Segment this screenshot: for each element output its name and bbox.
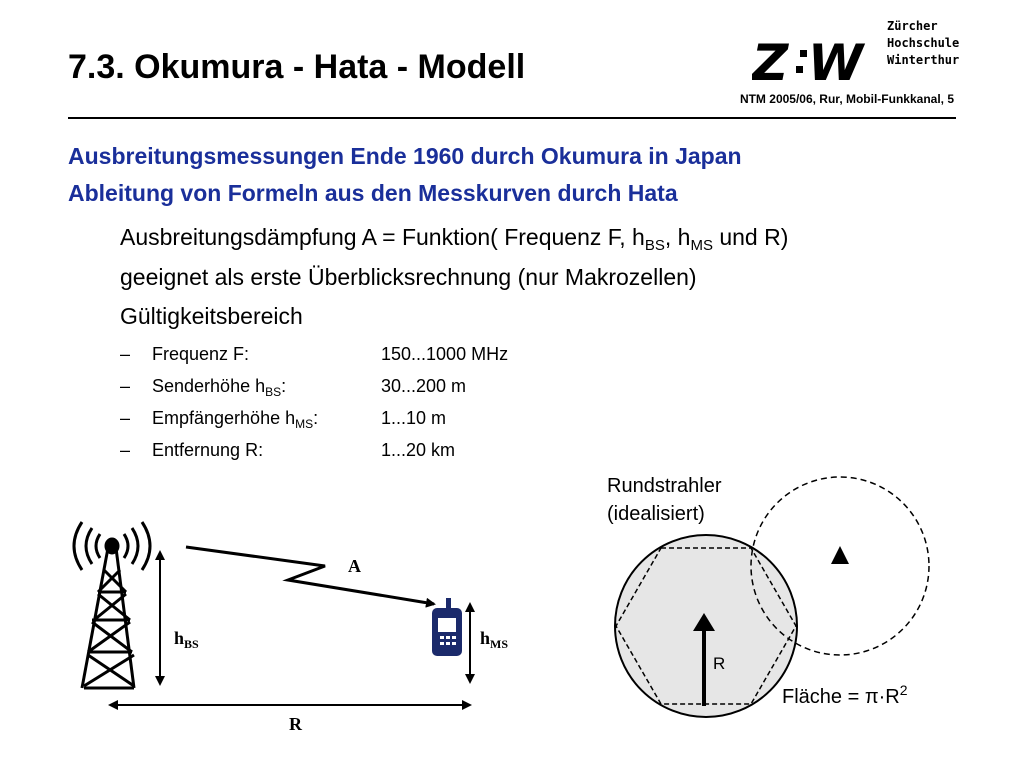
bullet-l2-function: Ausbreitungsdämpfung A = Funktion( Frequenz F, $h_{BS}$, $h_{MS}$ und R) bbox=[120, 224, 789, 254]
label-hbs: $h_{BS}$ bbox=[174, 628, 199, 651]
label-hms: $h_{MS}$ bbox=[480, 628, 509, 651]
range-value-receiver-height: 1...10 m bbox=[381, 408, 447, 428]
antenna-triangle-icon bbox=[831, 546, 849, 564]
bullet-l2-overview: geeignet als erste Überblicksrechnung (nur Makrozellen) bbox=[120, 264, 697, 290]
range-value-distance: 1...20 km bbox=[381, 440, 456, 460]
label-distance-r: R bbox=[289, 714, 302, 734]
logo-institution-name: Zürcher Hochschule Winterthur bbox=[887, 19, 960, 67]
omni-antenna-caption: Rundstrahler (idealisiert) bbox=[607, 475, 722, 525]
bullet-l2-validity: Gültigkeitsbereich bbox=[120, 303, 303, 329]
slide-footer-note: NTM 2005/06, Rur, Mobil-Funkkanal, 5 bbox=[739, 92, 954, 106]
range-dash: – bbox=[120, 440, 131, 460]
logo-mark-z: Z bbox=[752, 36, 789, 88]
bullet-l1-hata: Ableitung von Formeln aus den Messkurven durch Hata bbox=[68, 180, 678, 206]
label-radius-r: R bbox=[713, 654, 726, 673]
range-dash: – bbox=[120, 344, 131, 364]
radio-waves-icon bbox=[74, 522, 150, 570]
range-label-sender-height: Senderhöhe $h_{BS}$: bbox=[152, 376, 287, 399]
propagation-path bbox=[186, 547, 434, 604]
range-label-distance: Entfernung R: bbox=[152, 440, 264, 460]
range-dash: – bbox=[120, 376, 131, 396]
bullet-l1-okumura: Ausbreitungsmessungen Ende 1960 durch Okumura in Japan bbox=[68, 143, 742, 169]
range-label-receiver-height: Empfängerhöhe $h_{MS}$: bbox=[152, 408, 319, 431]
range-dash: – bbox=[120, 408, 131, 428]
mobile-phone-icon bbox=[432, 598, 462, 656]
area-formula: Fläche = $\pi\cdot R^2$ bbox=[782, 682, 908, 708]
logo-mark-w: W bbox=[808, 36, 864, 88]
slide-title: 7.3. Okumura - Hata - Modell bbox=[68, 48, 526, 86]
range-value-frequency: 150...1000 MHz bbox=[381, 344, 509, 364]
range-label-frequency: Frequenz F: bbox=[152, 344, 250, 364]
transmitter-tower-icon bbox=[82, 548, 134, 688]
range-value-sender-height: 30...200 m bbox=[381, 376, 467, 396]
label-attenuation-a: A bbox=[348, 556, 361, 576]
